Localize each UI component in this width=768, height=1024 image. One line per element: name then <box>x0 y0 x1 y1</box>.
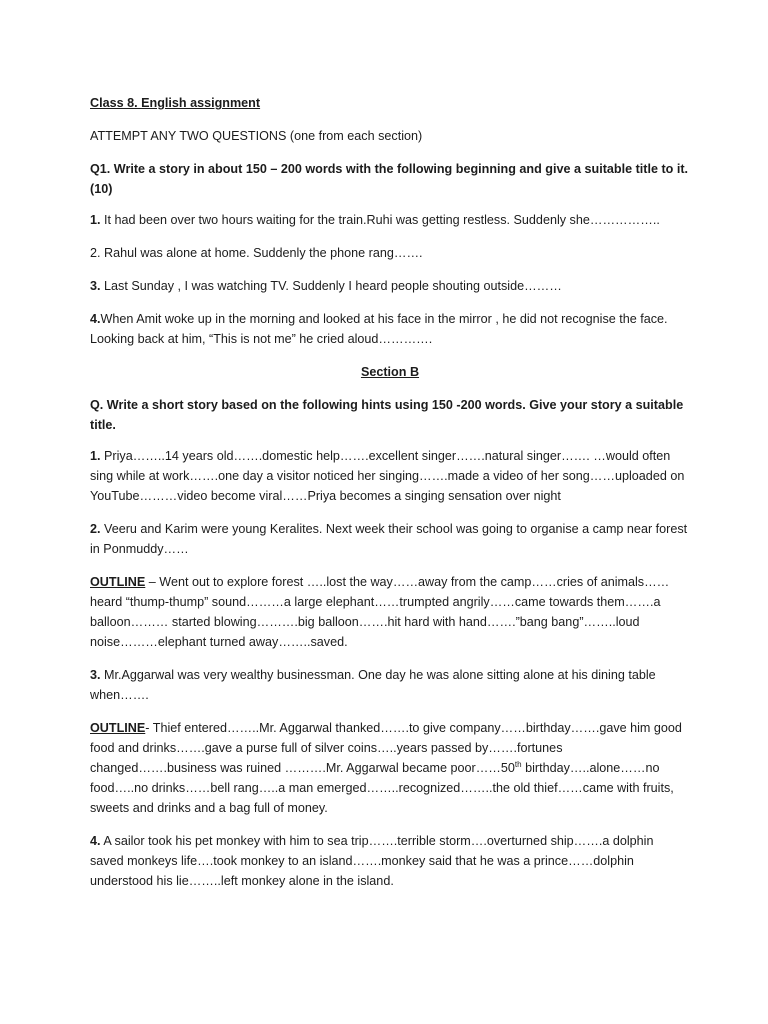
item-number: 1. <box>90 449 101 463</box>
option-number: 4. <box>90 312 101 326</box>
section-a-option-2 <box>90 243 690 263</box>
section-b-item-1 <box>90 446 690 506</box>
outline-text: – Went out to explore forest …..lost the way……away from the camp……cries of animals……heard “thump-thump” sound………a large elephant……trumpted angrily……came towards them…….a balloon……… started blowing……….big balloon…….hit hard with hand…….”bang bang”……..loud noise………elephant turned away……..saved. <box>90 575 670 649</box>
item-number: 4. <box>90 834 101 848</box>
section-b-item-2 <box>90 519 690 559</box>
outline-label: OUTLINE <box>90 575 146 589</box>
option-text: 2. Rahul was alone at home. Suddenly the phone rang……. <box>90 246 423 260</box>
section-b-item-3 <box>90 665 690 705</box>
instruction-text: ATTEMPT ANY TWO QUESTIONS (one from each section) <box>90 129 423 143</box>
assignment-title: Class 8. English assignment <box>90 96 261 110</box>
option-text: It had been over two hours waiting for the train.Ruhi was getting restless. Suddenly she…………….. <box>100 213 660 227</box>
outline-3 <box>90 718 690 818</box>
section-a-option-3 <box>90 276 690 296</box>
item-number: 3. <box>90 668 101 682</box>
section-b-item-4 <box>90 831 690 891</box>
item-text: Veeru and Karim were young Keralites. Next week their school was going to organise a camp near forest in Ponmuddy…… <box>90 522 688 556</box>
option-number: 1. <box>90 213 101 227</box>
outline-text-before: - Thief entered……..Mr. Aggarwal thanked…….to give company……birthday…….gave him good food and drinks…….gave a purse full of silver coins…..years passed by…….fortunes changed…….business was ruined ……….Mr. Aggarwal became poor……50 <box>90 721 682 775</box>
item-text: Priya……..14 years old…….domestic help…….excellent singer…….natural singer……. …would often sing while at work…….one day a visitor noticed her singing…….made a video of her song……uploaded on YouTube………video become viral……Priya becomes a singing sensation over night <box>90 449 685 503</box>
section-a-option-1 <box>90 210 690 230</box>
section-b-question: Q. Write a short story based on the following hints using 150 -200 words. Give your story a suitable title. <box>90 398 684 432</box>
document-page <box>90 93 690 904</box>
section-b-heading: Section B <box>360 365 420 379</box>
option-number: 3. <box>90 279 101 293</box>
item-text: A sailor took his pet monkey with him to sea trip…….terrible storm….overturned ship…….a dolphin saved monkeys life….took monkey to an island…….monkey said that he was a prince……dolphin understood his lie……..left monkey alone in the island. <box>90 834 654 888</box>
option-text: When Amit woke up in the morning and looked at his face in the mirror , he did not recognise the face. Looking back at him, “This is not me” he cried aloud…………. <box>90 312 668 346</box>
outline-text-after: birthday…..alone……no food…..no drinks……bell rang…..a man emerged……..recognized……..the old thief……came with fruits, sweets and drinks and a bag full of money. <box>90 761 674 815</box>
item-number: 2. <box>90 522 101 536</box>
section-a-option-4 <box>90 309 690 349</box>
outline-label: OUTLINE <box>90 721 146 735</box>
item-text: Mr.Aggarwal was very wealthy businessman. One day he was alone sitting alone at his dining table when……. <box>90 668 656 702</box>
outline-2 <box>90 572 690 652</box>
section-a-question: Q1. Write a story in about 150 – 200 words with the following beginning and give a suitable title to it. (10) <box>90 162 689 196</box>
ordinal-superscript: th <box>514 759 522 769</box>
option-text: Last Sunday , I was watching TV. Suddenly I heard people shouting outside……… <box>100 279 562 293</box>
